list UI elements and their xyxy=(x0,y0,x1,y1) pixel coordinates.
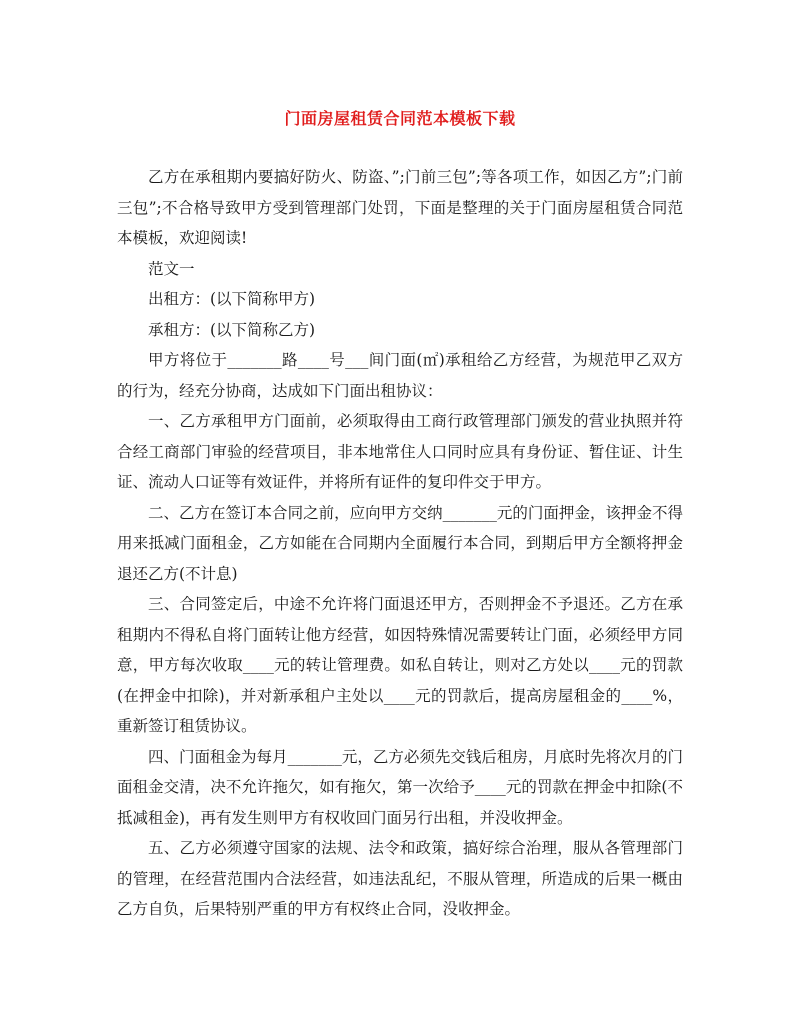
paragraph-clause-4: 四、门面租金为每月_______元，乙方必须先交钱后租房，月底时先将次月的门面租金交清，决不允许拖欠，如有拖欠，第一次给予____元的罚款在押金中扣除(不抵减租金)，再有发生则甲方有权收回门面另行出租，并没收押金。 xyxy=(117,747,683,827)
paragraph-lessor: 出租方：(以下简称甲方) xyxy=(148,290,316,308)
document-body xyxy=(117,162,683,925)
paragraph-premises: 甲方将位于_______路____号___间门面(㎡)承租给乙方经营，为规范甲乙双方的行为，经充分协商，达成如下门面出租协议： xyxy=(117,351,683,400)
paragraph-sample-heading: 范文一 xyxy=(148,259,195,278)
paragraph-clause-3: 三、合同签定后，中途不允许将门面退还甲方，否则押金不予退还。乙方在承租期内不得私自将门面转让他方经营，如因特殊情况需要转让门面，必须经甲方同意，甲方每次收取____元的转让管理费。如私自转让，则对乙方处以____元的罚款(在押金中扣除)，并对新承租户主处以____元的罚款后，提高房屋租金的____%，重新签订租赁协议。 xyxy=(117,595,683,735)
document-title: 门面房屋租赁合同范本模板下载 xyxy=(284,109,516,128)
paragraph-lessee: 承租方：(以下简称乙方) xyxy=(148,320,316,339)
paragraph-clause-2: 二、乙方在签订本合同之前，应向甲方交纳_______元的门面押金，该押金不得用来抵减门面租金，乙方如能在合同期内全面履行本合同，到期后甲方全额将押金退还乙方(不计息) xyxy=(117,503,683,583)
paragraph-clause-5: 五、乙方必须遵守国家的法规、法令和政策，搞好综合治理，服从各管理部门的管理，在经营范围内合法经营，如违法乱纪，不服从管理，所造成的后果一概由乙方自负，后果特别严重的甲方有权终止合同，没收押金。 xyxy=(117,839,683,918)
paragraph-clause-1: 一、乙方承租甲方门面前，必须取得由工商行政管理部门颁发的营业执照并符合经工商部门审验的经营项目，非本地常住人口同时应具有身份证、暂住证、计生证、流动人口证等有效证件，并将所有证件的复印件交于甲方。 xyxy=(117,412,683,491)
paragraph-intro: 乙方在承租期内要搞好防火、防盗、”;门前三包”;等各项工作，如因乙方”;门前三包”;不合格导致甲方受到管理部门处罚，下面是整理的关于门面房屋租赁合同范本模板，欢迎阅读! xyxy=(117,168,683,247)
